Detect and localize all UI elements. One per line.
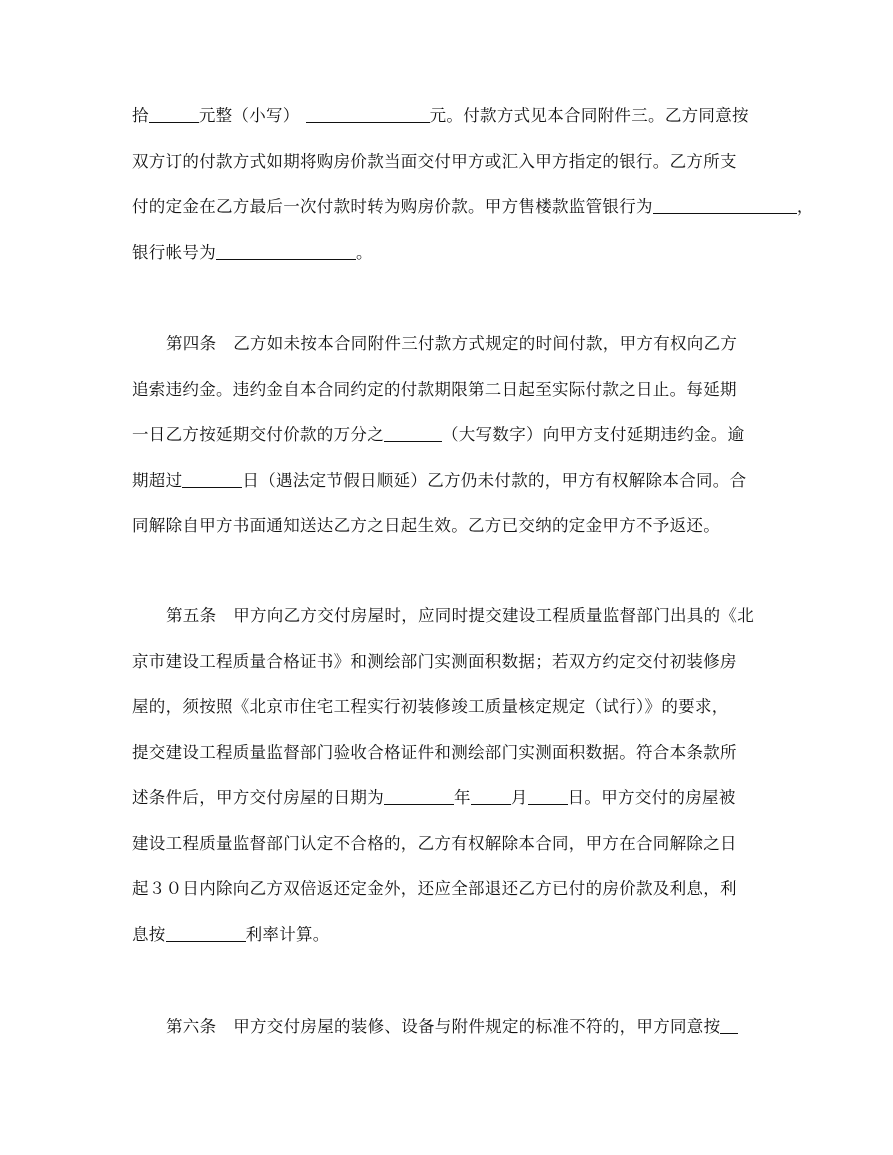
blank-field[interactable] xyxy=(384,424,442,442)
paragraph-article-4 xyxy=(132,321,772,549)
text-segment: 日。甲方交付的房屋被 xyxy=(567,788,736,807)
text-segment: 元。付款方式见本合同附件三。乙方同意按 xyxy=(429,106,749,125)
paragraph-article-6 xyxy=(132,1004,772,1050)
text-line xyxy=(132,912,772,958)
blank-field[interactable] xyxy=(528,787,568,805)
paragraph-article-3-continued xyxy=(132,93,814,275)
text-line xyxy=(132,775,772,821)
blank-field[interactable] xyxy=(166,924,246,942)
text-line xyxy=(132,93,772,139)
blank-field[interactable] xyxy=(182,470,242,488)
text-segment: 一日乙方按延期交付价款的万分之 xyxy=(132,425,384,444)
text-line: 提交建设工程质量监督部门验收合格证件和测绘部门实测面积数据。符合本条款所 xyxy=(132,742,737,762)
text-line: 起３０日内除向乙方双倍返还定金外，还应全部退还乙方已付的房价款及利息，利 xyxy=(132,879,737,898)
text-segment: 付的定金在乙方最后一次付款时转为购房价款。甲方售楼款监管银行为 xyxy=(132,197,653,216)
text-segment: 元整（小写） xyxy=(198,106,300,125)
text-segment: 银行帐号为 xyxy=(132,242,216,262)
text-segment: 期超过 xyxy=(132,470,183,490)
text-segment: 年 xyxy=(454,788,471,807)
text-line: 追索违约金。违约金自本合同约定的付款期限第二日起至实际付款之日止。每延期 xyxy=(132,379,737,399)
text-segment: ， xyxy=(796,197,814,216)
text-segment: 日（遇法定节假日顺延）乙方仍未付款的，甲方有权解除本合同。合 xyxy=(242,470,747,490)
article-heading-line xyxy=(132,1004,772,1050)
text-line: 京市建设工程质量合格证书》和测绘部门实测面积数据；若双方约定交付初装修房 xyxy=(132,651,737,671)
text-segment: 。 xyxy=(356,242,373,262)
text-segment: （大写数字）向甲方支付延期违约金。逾 xyxy=(442,425,745,444)
text-segment: 利率计算。 xyxy=(245,924,330,944)
text-line: 同解除自甲方书面通知送达乙方之日起生效。乙方已交纳的定金甲方不予返还。 xyxy=(132,516,720,535)
text-line xyxy=(132,458,772,504)
text-line xyxy=(132,412,772,458)
text-line: 屋的，须按照《北京市住宅工程实行初装修竣工质量核定规定（试行）》的要求， xyxy=(132,697,729,716)
article-heading-line: 第五条 甲方向乙方交付房屋时，应同时提交建设工程质量监督部门出具的《北 xyxy=(166,606,754,625)
paragraph-article-5 xyxy=(132,593,772,957)
text-segment: 月 xyxy=(510,788,528,807)
blank-field[interactable] xyxy=(149,105,199,123)
blank-field[interactable] xyxy=(653,196,797,214)
text-line: 双方订的付款方式如期将购房价款当面交付甲方或汇入甲方指定的银行。乙方所支 xyxy=(132,151,737,171)
blank-field[interactable] xyxy=(306,105,430,123)
text-line xyxy=(132,184,814,230)
article-heading-line: 第四条 乙方如未按本合同附件三付款方式规定的时间付款，甲方有权向乙方 xyxy=(166,334,738,353)
text-segment: 拾 xyxy=(132,106,149,125)
blank-field[interactable] xyxy=(720,1016,738,1034)
text-line: 建设工程质量监督部门认定不合格的，乙方有权解除本合同，甲方在合同解除之日 xyxy=(132,833,737,853)
text-segment: 述条件后，甲方交付房屋的日期为 xyxy=(132,788,384,807)
text-line xyxy=(132,230,772,276)
blank-field[interactable] xyxy=(216,242,356,260)
blank-field[interactable] xyxy=(384,787,454,805)
blank-field[interactable] xyxy=(471,787,511,805)
text-segment: 息按 xyxy=(132,924,166,944)
text-segment: 第六条 甲方交付房屋的装修、设备与附件规定的标准不符的，甲方同意按 xyxy=(166,1017,721,1036)
